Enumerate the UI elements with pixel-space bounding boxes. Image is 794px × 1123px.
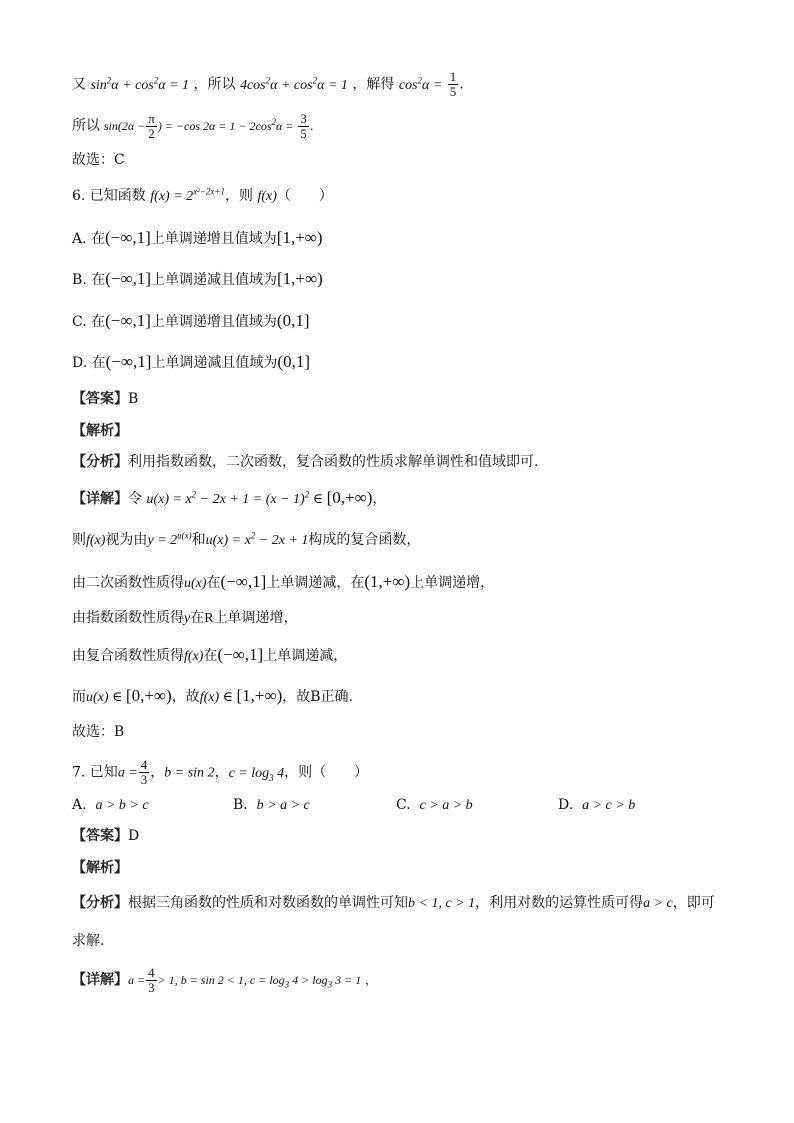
q6-stem: 6. 已知函数 $f(x) = 2^{x^2-2x+1}$，则 f(x)（ ） (72, 186, 333, 204)
q6-fenxi: 【分析】利用指数函数，二次函数，复合函数的性质求解单调性和值域即可. (72, 454, 539, 470)
q7-option-b: B. b > a > c (233, 797, 310, 813)
q7-option-a: A. a > b > c (72, 797, 149, 813)
q5-identity: $\sin^2\alpha + \cos^2\alpha = 1$ (90, 74, 190, 93)
q6-xiangjie-6: 而u(x) ∈ [0,+∞)，故f(x) ∈ [1,+∞)，故B正确. (72, 686, 354, 705)
q5-line-1: 又 $\sin^2\alpha + \cos^2\alpha = 1$ ，所以 $4\cos^2\alpha + \cos^2\alpha = 1$ ，解得 $\cos^2\alpha$ = $\frac{1}{5}$ . (72, 69, 464, 99)
q6-option-d: D. 在(−∞,1]上单调递减且值域为(0,1] (72, 352, 310, 371)
q6-choose: 故选：B (72, 724, 125, 740)
q7-stem: 7. 已知a = $\frac{4}{3}$ ，b = sin 2，$c = \log_3 4$，则（ ） (72, 757, 369, 787)
q5-equation: $4\cos^2\alpha + \cos^2\alpha = 1$ (239, 74, 348, 93)
q7-fraction-4-3: $\frac{4}{3}$ (140, 757, 148, 787)
q5-derivation: sin(2α − (103, 119, 146, 133)
q5-fraction-1-5: $\frac{1}{5}$ (449, 69, 457, 99)
q6-answer: 【答案】B (72, 391, 139, 407)
q7-answer: 【答案】D (72, 828, 140, 844)
q7-xiangjie: 【详解】a = $\frac{4}{3}$ > 1, b = sin 2 < 1, $c = \log_3 4 > \log_3 3 = 1$ ， (72, 965, 378, 995)
q6-function: $f(x) = 2^{x^2-2x+1}$ (150, 186, 225, 204)
q6-analysis-heading: 【解析】 (72, 423, 128, 439)
q5-line-2: 所以 sin(2α − $\frac{\pi}{2}$ ) = −cos $2\alpha = 1 - 2\cos^2\alpha$ = $\frac{3}{5}$ . (72, 111, 314, 141)
q7-analysis-heading: 【解析】 (72, 860, 128, 876)
q6-xiangjie-2: 则f(x)视为由$y = 2^{u(x)}$和$u(x) = x^2 - 2x + 1$构成的复合函数， (72, 530, 421, 548)
q5-result: $\cos^2\alpha$ = (398, 74, 443, 93)
q6-xiangjie-1: 【详解】令 $u(x) = x^2 - 2x + 1 = (x - 1)^2$ ∈ [0,+∞)， (72, 488, 387, 507)
q5-fraction-3-5: $\frac{3}{5}$ (300, 111, 307, 141)
q6-xiangjie-4: 由指数函数性质得y在R上单调递增， (72, 610, 298, 626)
q7-option-c: C. c > a > b (396, 797, 473, 813)
q7-option-d: D. a > c > b (558, 797, 636, 813)
q5-fraction-pi-2: $\frac{\pi}{2}$ (148, 111, 155, 141)
q5-choose: 故选：C (72, 152, 125, 168)
q6-xiangjie-5: 由复合函数性质得f(x)在(−∞,1]上单调递减， (72, 645, 348, 664)
q6-option-c: C. 在(−∞,1]上单调递增且值域为(0,1] (72, 311, 310, 330)
q7-fraction-4-3-b: $\frac{4}{3}$ (148, 965, 155, 995)
q7-fenxi: 【分析】根据三角函数的性质和对数函数的单调性可知b < 1, c > 1，利用对数的运算性质可得a > c，即可 (72, 895, 715, 911)
q6-option-a: A. 在(−∞,1]上单调递增且值域为[1,+∞) (72, 228, 323, 247)
q6-option-b: B. 在(−∞,1]上单调递减且值域为[1,+∞) (72, 269, 323, 288)
q7-fenxi-line-2: 求解. (72, 933, 105, 949)
q6-xiangjie-3: 由二次函数性质得u(x)在(−∞,1]上单调递减，在(1,+∞)上单调递增， (72, 572, 495, 591)
q7-options (72, 795, 722, 815)
